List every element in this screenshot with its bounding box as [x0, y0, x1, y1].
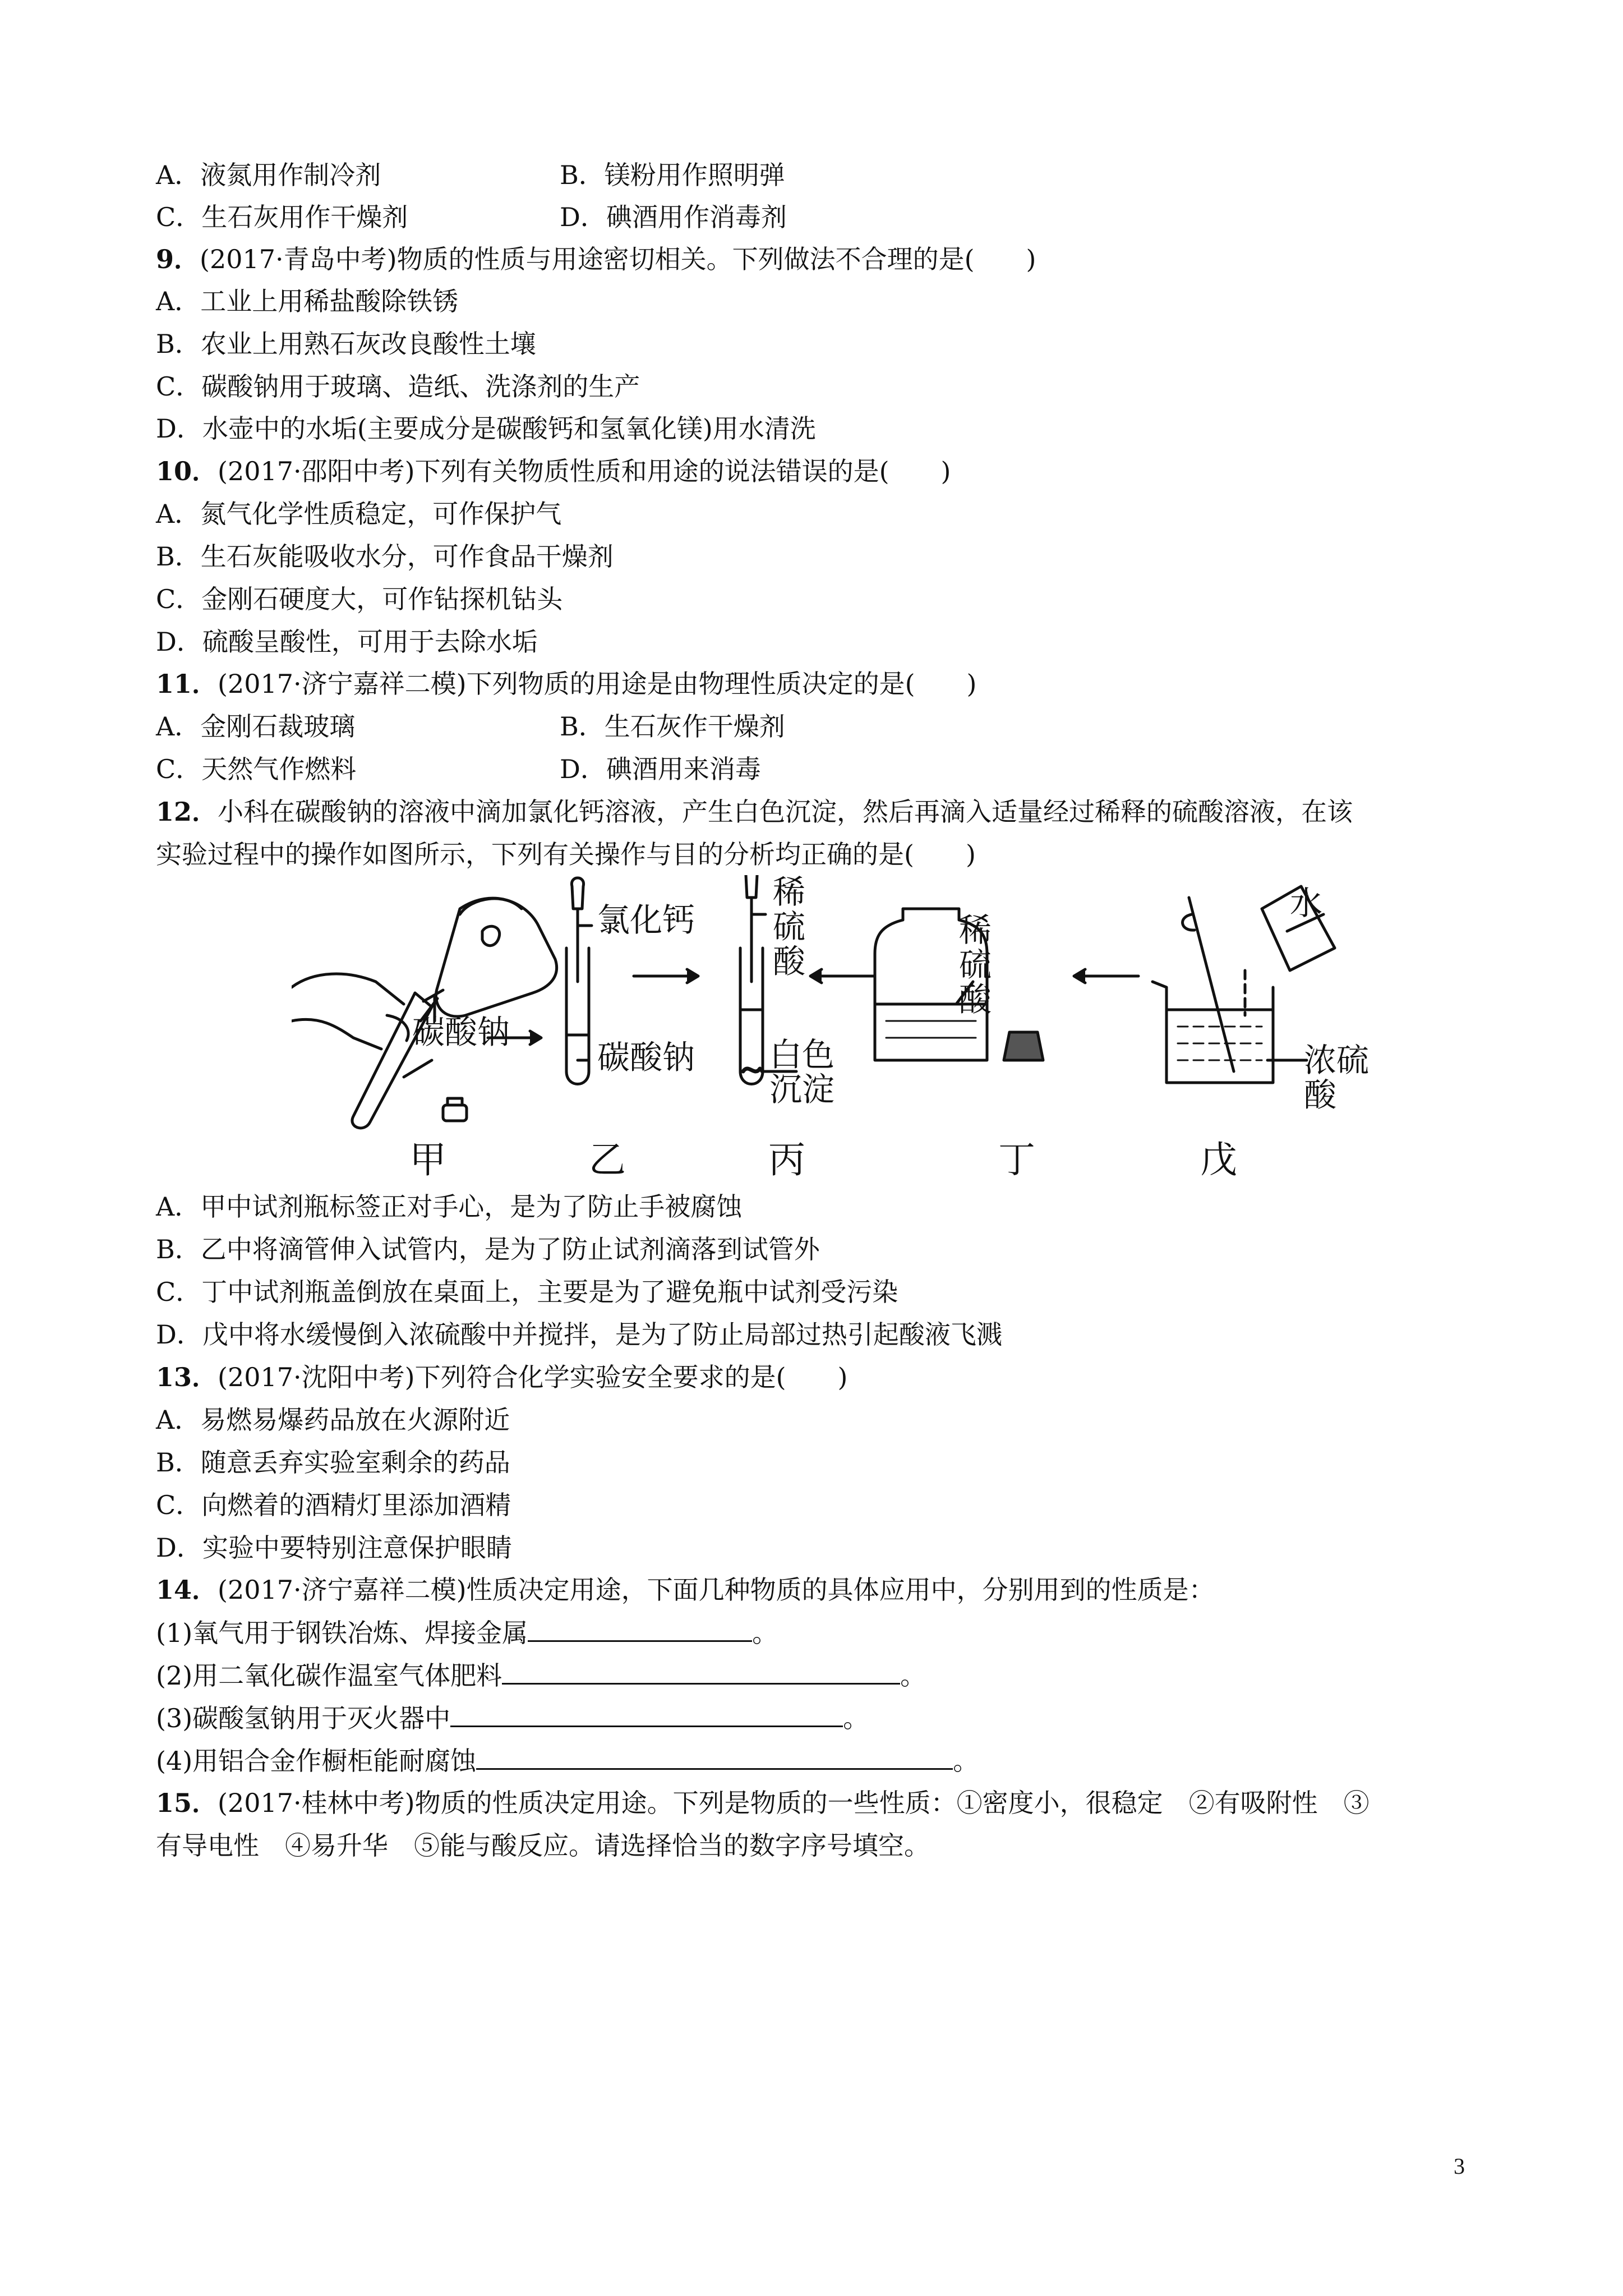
q14-item-4: [156, 1743, 979, 1778]
q14-item-3: [156, 1701, 869, 1735]
q14-item-3-period: 。: [843, 1703, 869, 1733]
experiment-figure: [292, 875, 1503, 1195]
page-number: 3: [1454, 2154, 1465, 2179]
q11-stem: [156, 667, 977, 701]
q9-option-c: C．碳酸钠用于玻璃、造纸、洗涤剂的生产: [156, 371, 640, 402]
q15-stem-line1: [156, 1786, 1370, 1820]
caption-jia: 甲: [409, 1138, 446, 1181]
yi-test-tube: [566, 878, 592, 1084]
q9-stem-text: (2017·青岛中考)物质的性质与用途密切相关。下列做法不合理的是( ): [200, 244, 1036, 274]
q8-option-a: A．液氮用作制冷剂: [156, 160, 381, 190]
arrow-ding-to-bing: [810, 969, 875, 983]
ding-label-2: 硫: [959, 946, 992, 984]
q15-stem-text-1: (2017·桂林中考)物质的性质决定用途。下列是物质的一些性质：①密度小，很稳定 ②有吸附性 ③: [218, 1788, 1370, 1818]
q15-stem-line2: 有导电性 ④易升华 ⑤能与酸反应。请选择恰当的数字序号填空。: [156, 1830, 930, 1861]
q11-number: 11．: [156, 669, 218, 699]
q8-option-d: D．碘酒用作消毒剂: [560, 202, 787, 232]
q13-stem-text: (2017·沈阳中考)下列符合化学实验安全要求的是( ): [218, 1362, 848, 1392]
caption-wu: 戊: [1200, 1138, 1237, 1181]
q9-option-b: B．农业上用熟石灰改良酸性土壤: [156, 329, 536, 359]
q11-option-b: B．生石灰作干燥剂: [560, 711, 785, 742]
q9-stem: [156, 242, 1036, 276]
q9-number: 9．: [156, 244, 200, 274]
q12-stem-text-1: 小科在碳酸钠的溶液中滴加氯化钙溶液，产生白色沉淀，然后再滴入适量经过稀释的硫酸溶液，在该: [218, 797, 1353, 827]
q12-option-d: D．戊中将水缓慢倒入浓硫酸中并搅拌，是为了防止局部过热引起酸液飞溅: [156, 1319, 1002, 1350]
q14-number: 14．: [156, 1575, 218, 1605]
q9-option-d: D．水壶中的水垢(主要成分是碳酸钙和氢氧化镁)用水清洗: [156, 413, 816, 444]
q14-item-2: [156, 1658, 926, 1692]
wu-label-bottom-2: 酸: [1304, 1076, 1337, 1114]
q10-option-d: D．硫酸呈酸性，可用于去除水垢: [156, 627, 538, 657]
q13-number: 13．: [156, 1362, 218, 1392]
caption-bing: 丙: [768, 1138, 805, 1181]
q11-option-d: D．碘酒用来消毒: [560, 754, 761, 784]
answer-blank-4[interactable]: [476, 1743, 953, 1770]
bing-label-top-2: 硫: [773, 908, 806, 946]
bing-label-top-3: 酸: [773, 942, 806, 981]
q13-stem: [156, 1360, 848, 1394]
answer-blank-3[interactable]: [450, 1701, 843, 1727]
yi-label-bottom: 碳酸钠: [597, 1038, 695, 1076]
q14-item-4-period: 。: [953, 1746, 979, 1776]
jia-label: 碳酸钠: [412, 1013, 510, 1051]
q14-stem-text: (2017·济宁嘉祥二模)性质决定用途，下面几种物质的具体应用中，分别用到的性质是：: [218, 1575, 1215, 1605]
bing-label-bottom-1: 白色: [769, 1036, 835, 1074]
q13-option-c: C．向燃着的酒精灯里添加酒精: [156, 1490, 511, 1520]
q12-stem-line1: [156, 795, 1353, 829]
q14-item-1-text: (1)氧气用于钢铁冶炼、焊接金属: [156, 1618, 528, 1648]
answer-blank-2[interactable]: [502, 1658, 900, 1685]
q13-option-a: A．易燃易爆药品放在火源附近: [156, 1405, 510, 1435]
wu-label-top: 水: [1290, 884, 1323, 922]
q14-item-4-text: (4)用铝合金作橱柜能耐腐蚀: [156, 1746, 477, 1776]
q14-item-1: [156, 1616, 778, 1650]
q14-stem: [156, 1573, 1215, 1607]
q13-option-b: B．随意丢弃实验室剩余的药品: [156, 1447, 510, 1478]
q12-option-b: B．乙中将滴管伸入试管内，是为了防止试剂滴落到试管外: [156, 1234, 820, 1264]
q14-item-2-text: (2)用二氧化碳作温室气体肥料: [156, 1660, 502, 1691]
q10-option-b: B．生石灰能吸收水分，可作食品干燥剂: [156, 541, 614, 572]
q12-option-c: C．丁中试剂瓶盖倒放在桌面上，主要是为了避免瓶中试剂受污染: [156, 1277, 898, 1307]
q12-stem-line2: 实验过程中的操作如图所示，下列有关操作与目的分析均正确的是( ): [156, 839, 976, 869]
q8-option-b: B．镁粉用作照明弹: [560, 160, 785, 190]
wu-label-bottom-1: 浓硫: [1304, 1041, 1370, 1079]
q8-option-c: C．生石灰用作干燥剂: [156, 202, 408, 232]
q14-item-1-period: 。: [752, 1618, 778, 1648]
arrow-yi-to-bing: [634, 969, 698, 983]
q14-item-2-period: 。: [900, 1660, 926, 1691]
q12-option-a: A．甲中试剂瓶标签正对手心，是为了防止手被腐蚀: [156, 1191, 743, 1222]
q9-option-a: A．工业上用稀盐酸除铁锈: [156, 286, 459, 316]
q11-stem-text: (2017·济宁嘉祥二模)下列物质的用途是由物理性质决定的是( ): [218, 669, 977, 699]
q10-number: 10．: [156, 456, 218, 486]
caption-yi: 乙: [589, 1138, 626, 1181]
q11-option-a: A．金刚石裁玻璃: [156, 711, 356, 742]
bing-label-bottom-2: 沉淀: [769, 1070, 835, 1108]
q11-option-c: C．天然气作燃料: [156, 754, 357, 784]
q10-stem-text: (2017·邵阳中考)下列有关物质性质和用途的说法错误的是( ): [218, 456, 951, 486]
bing-label-top-1: 稀: [773, 875, 806, 911]
q15-number: 15．: [156, 1788, 218, 1818]
arrow-wu-to-ding: [1074, 969, 1138, 983]
q14-item-3-text: (3)碳酸氢钠用于灭火器中: [156, 1703, 451, 1733]
q10-option-c: C．金刚石硬度大，可作钻探机钻头: [156, 584, 563, 614]
q10-option-a: A．氮气化学性质稳定，可作保护气: [156, 499, 562, 529]
ding-label-1: 稀: [959, 911, 992, 949]
q12-number: 12．: [156, 797, 218, 827]
q13-option-d: D．实验中要特别注意保护眼睛: [156, 1533, 512, 1563]
yi-label-top: 氯化钙: [597, 901, 695, 939]
answer-blank-1[interactable]: [528, 1616, 752, 1642]
q10-stem: [156, 454, 951, 488]
ding-label-3: 酸: [959, 981, 992, 1019]
caption-ding: 丁: [998, 1138, 1035, 1181]
